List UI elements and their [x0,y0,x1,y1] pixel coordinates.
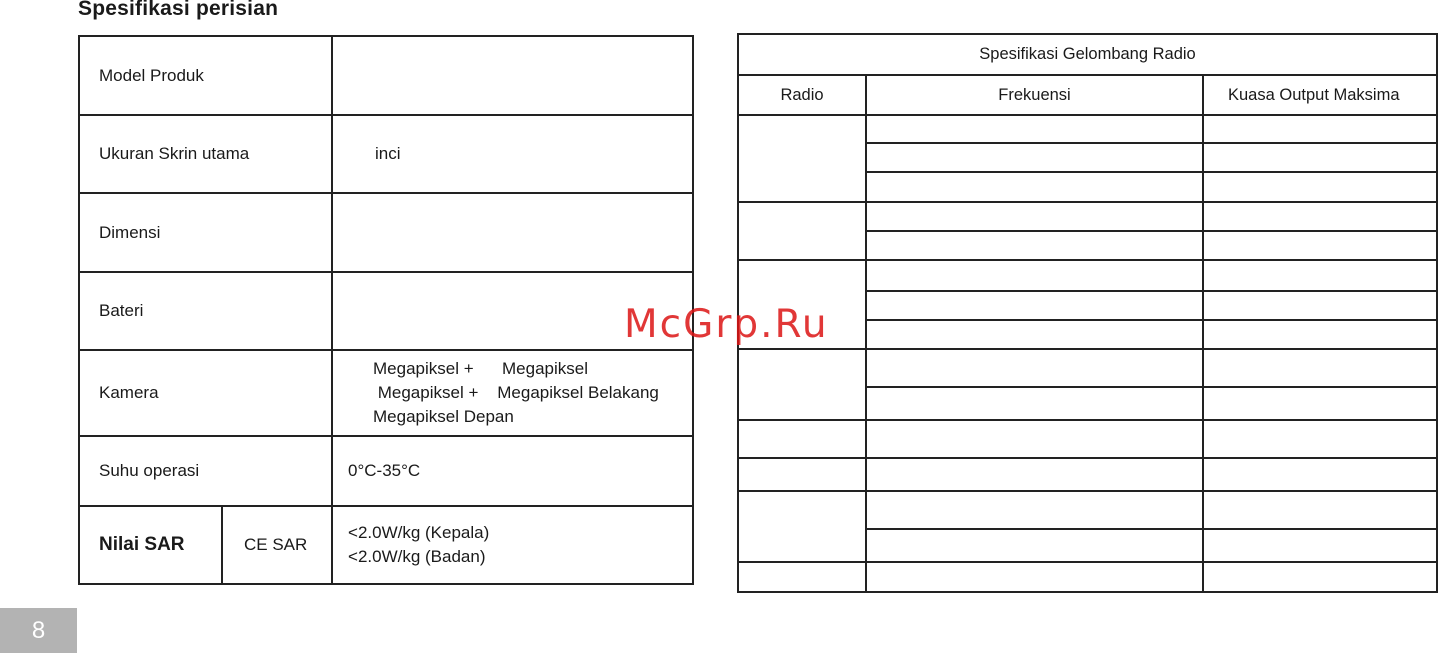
table-row [79,193,693,272]
camera-line-3: Megapiksel Depan [373,407,514,426]
power-cell [1203,202,1437,231]
software-spec-table [78,35,694,585]
power-header: Kuasa Output Maksima [1203,75,1437,115]
camera-value [332,350,693,436]
frequency-cell [866,491,1203,529]
frequency-cell [866,115,1203,143]
frequency-cell [866,420,1203,458]
table-row [738,34,1437,75]
table-row [79,115,693,193]
radio-cell [738,491,866,562]
frequency-cell [866,387,1203,420]
dimension-label: Dimensi [79,193,332,272]
table-row [738,458,1437,491]
table-row [79,506,693,584]
power-cell [1203,260,1437,291]
radio-cell [738,458,866,491]
power-cell [1203,231,1437,260]
camera-line-2: Megapiksel + Megapiksel Belakang [373,383,659,402]
power-cell [1203,115,1437,143]
frequency-cell [866,202,1203,231]
radio-cell [738,562,866,592]
sar-type: CE SAR [222,506,332,584]
power-cell [1203,349,1437,387]
table-row [79,36,693,115]
frequency-cell [866,458,1203,491]
table-row [738,420,1437,458]
table-row [79,350,693,436]
frequency-cell [866,143,1203,172]
camera-line-1: Megapiksel + Megapiksel [373,359,588,378]
frequency-cell [866,562,1203,592]
power-cell [1203,562,1437,592]
table-row [738,260,1437,291]
battery-label: Bateri [79,272,332,350]
radio-cell [738,420,866,458]
power-cell [1203,143,1437,172]
frequency-cell [866,231,1203,260]
radio-cell [738,349,866,420]
section-title: Spesifikasi perisian [78,0,279,20]
frequency-cell [866,291,1203,320]
radio-table-title: Spesifikasi Gelombang Radio [738,34,1437,75]
frequency-cell [866,260,1203,291]
screen-size-value: inci [332,115,693,193]
model-value [332,36,693,115]
sar-label: Nilai SAR [79,506,222,584]
frequency-header: Frekuensi [866,75,1203,115]
temperature-value: 0°C-35°C [332,436,693,506]
radio-cell [738,202,866,260]
frequency-cell [866,529,1203,562]
table-row [738,115,1437,143]
dimension-value [332,193,693,272]
power-cell [1203,172,1437,202]
table-row [738,75,1437,115]
table-row [738,491,1437,529]
power-cell [1203,291,1437,320]
sar-value-head: <2.0W/kg (Kepala) [348,523,490,542]
power-cell [1203,387,1437,420]
page-number: 8 [0,608,77,653]
radio-spec-table [737,33,1438,593]
table-row [79,272,693,350]
temperature-label: Suhu operasi [79,436,332,506]
power-cell [1203,320,1437,349]
sar-value-body: <2.0W/kg (Badan) [348,547,486,566]
table-row [79,436,693,506]
power-cell [1203,458,1437,491]
radio-cell [738,115,866,202]
power-cell [1203,420,1437,458]
power-cell [1203,529,1437,562]
radio-header: Radio [738,75,866,115]
camera-label: Kamera [79,350,332,436]
frequency-cell [866,320,1203,349]
table-row [738,202,1437,231]
frequency-cell [866,172,1203,202]
table-row [738,562,1437,592]
screen-size-label: Ukuran Skrin utama [79,115,332,193]
watermark: McGrp.Ru [624,302,829,347]
sar-values [332,506,693,584]
power-cell [1203,491,1437,529]
table-row [738,349,1437,387]
model-label: Model Produk [79,36,332,115]
frequency-cell [866,349,1203,387]
